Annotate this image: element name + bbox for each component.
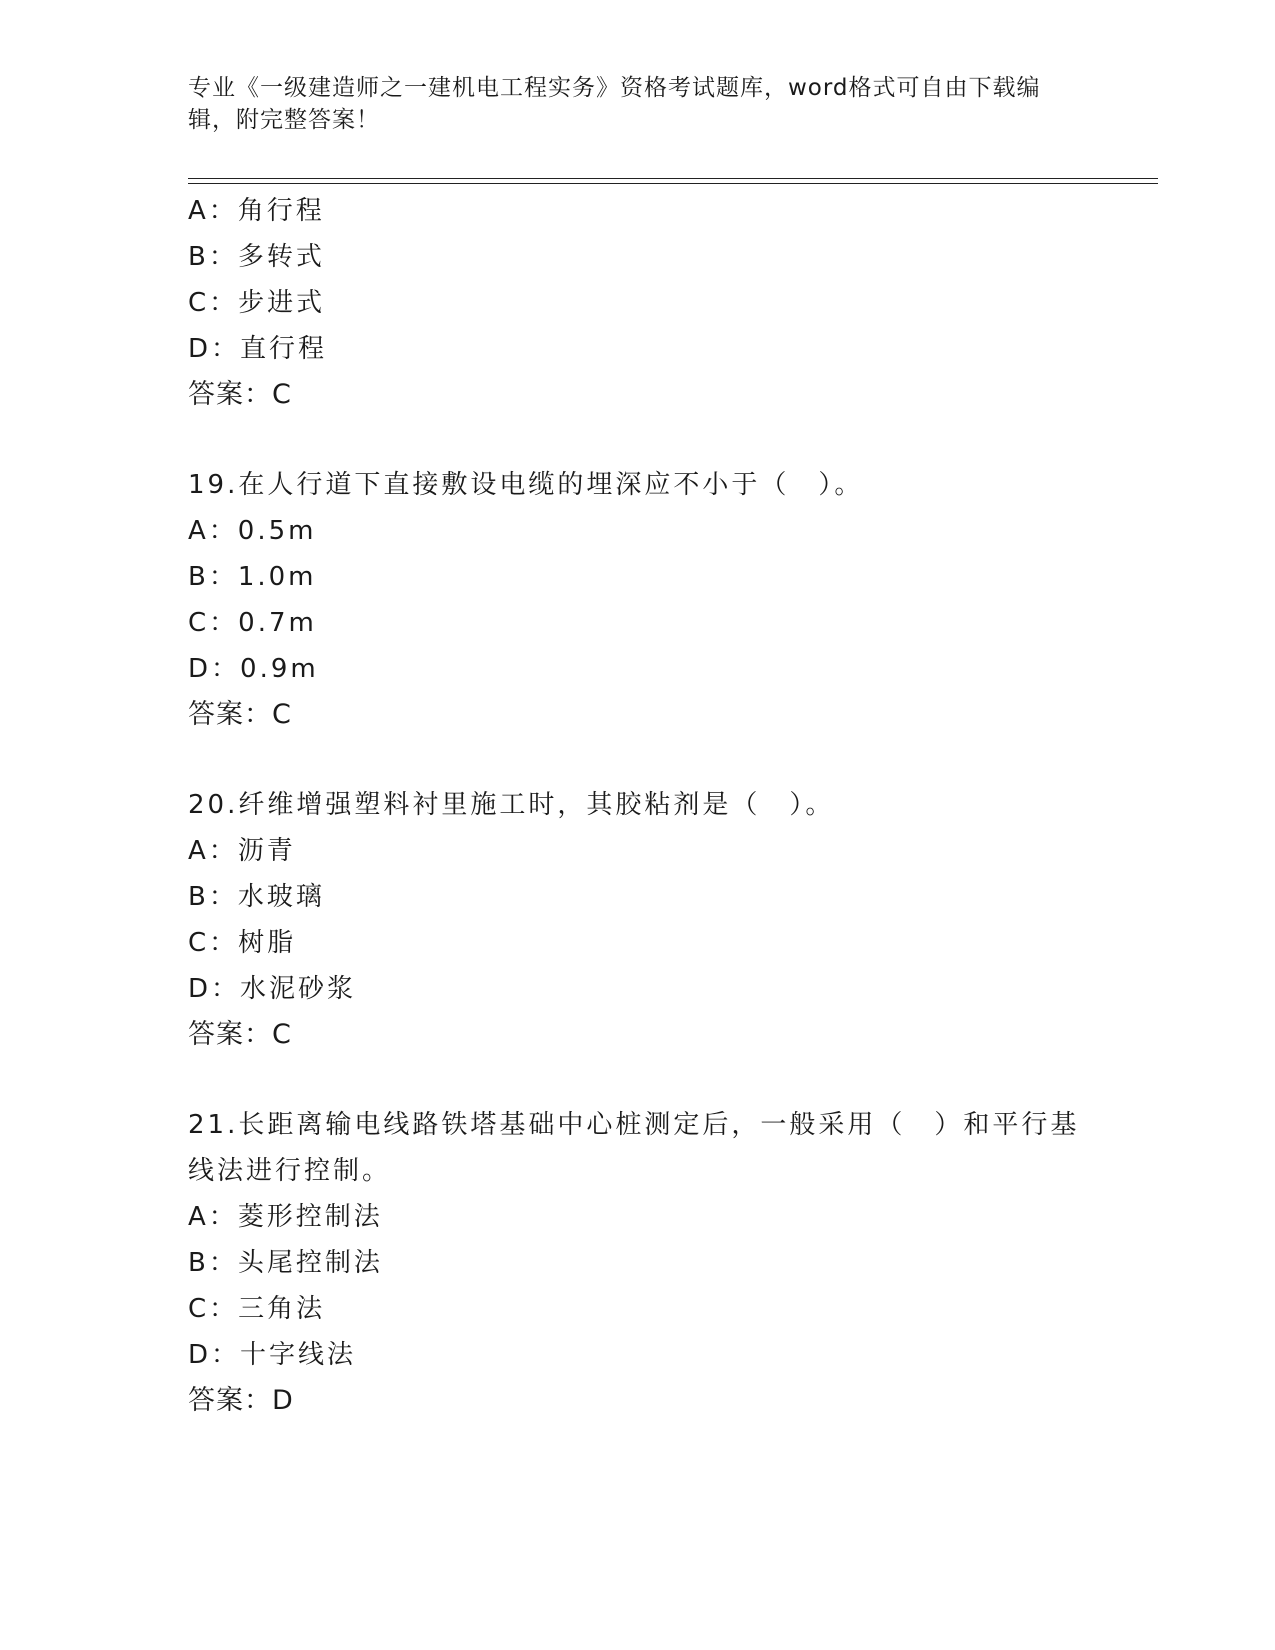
answer: 答案：C xyxy=(188,1019,292,1050)
option-a: A：沥青 xyxy=(188,836,296,866)
question-19 xyxy=(188,462,1088,738)
header-divider-bottom xyxy=(188,183,1158,184)
option-d: D：0.9m xyxy=(188,654,319,684)
option-d: D：十字线法 xyxy=(188,1340,357,1370)
option-d: D：直行程 xyxy=(188,334,328,364)
header-divider-top xyxy=(188,178,1158,179)
option-a: A：0.5m xyxy=(188,516,317,546)
option-b: B：水玻璃 xyxy=(188,882,325,912)
question-stem: 19.在人行道下直接敷设电缆的埋深应不小于（ ）。 xyxy=(188,470,864,500)
question-list xyxy=(188,188,1088,1424)
question-stem: 20.纤维增强塑料衬里施工时，其胶粘剂是（ ）。 xyxy=(188,790,835,820)
answer: 答案：D xyxy=(188,1385,294,1416)
header-line-2: 辑，附完整答案！ xyxy=(188,107,380,133)
option-c: C：三角法 xyxy=(188,1294,326,1324)
question-18 xyxy=(188,188,1088,418)
header-line-1: 专业《一级建造师之一建机电工程实务》资格考试题库，word格式可自由下载编 xyxy=(188,75,1041,101)
answer: 答案：C xyxy=(188,699,292,730)
question-21 xyxy=(188,1102,1088,1424)
option-a: A：菱形控制法 xyxy=(188,1202,383,1232)
option-b: B：头尾控制法 xyxy=(188,1248,383,1278)
option-d: D：水泥砂浆 xyxy=(188,974,357,1004)
option-b: B：多转式 xyxy=(188,242,325,272)
option-b: B：1.0m xyxy=(188,562,317,592)
option-c: C：步进式 xyxy=(188,288,326,318)
option-c: C：0.7m xyxy=(188,608,317,638)
question-20 xyxy=(188,782,1088,1058)
answer: 答案：C xyxy=(188,379,292,410)
option-a: A：角行程 xyxy=(188,196,325,226)
option-c: C：树脂 xyxy=(188,928,297,958)
document-header xyxy=(188,72,1068,136)
question-stem-line-2: 线法进行控制。 xyxy=(188,1156,392,1186)
question-stem-line-1: 21.长距离输电线路铁塔基础中心桩测定后，一般采用（ ）和平行基 xyxy=(188,1110,1080,1140)
